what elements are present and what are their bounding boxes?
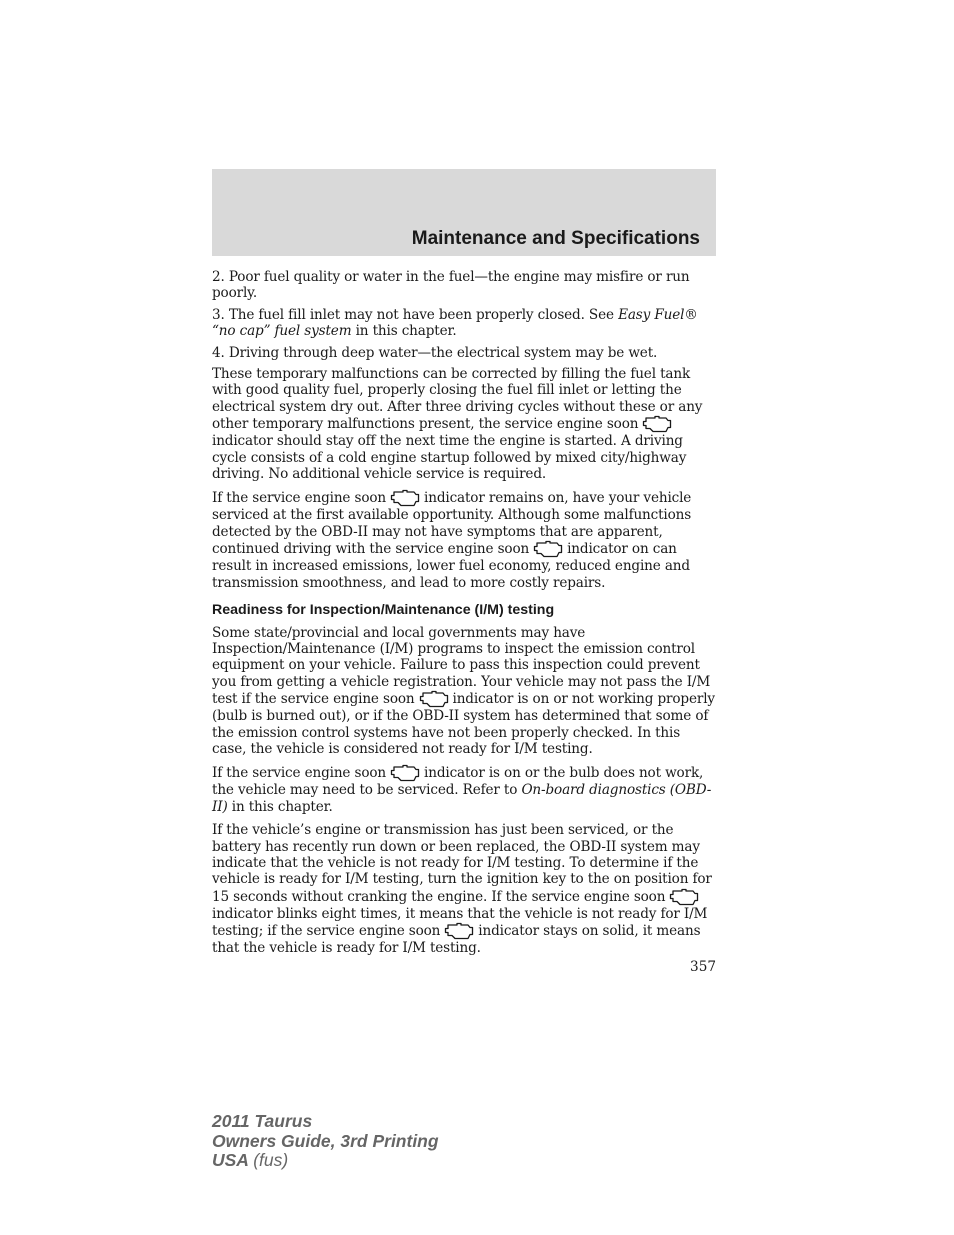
footer-region-suffix: (fus)	[253, 1150, 289, 1170]
paragraph-text: These temporary malfunctions can be corrected by filling the fuel tank with good quality fuel, properly closing the fuel fill inlet or letting the electrical system dry out. After three driving cycles without these or any other temporary malfunctions present, the service engine soon	[212, 366, 703, 433]
document-footer	[212, 1112, 439, 1171]
paragraph-deep-water	[212, 345, 716, 361]
paragraph-text: 3. The fuel fill inlet may not have been properly closed. See	[212, 306, 619, 323]
paragraph-text: If the vehicle’s engine or transmission has just been serviced, or the battery has recently run down or been replaced, the OBD-II system may indicate that the vehicle is not ready for I/M testing. To determine if the vehicle is ready for I/M testing, turn the ignition key to the on position for 15 seconds without cranking the engine. If the service engine soon	[212, 822, 712, 905]
page-number: 357	[690, 959, 716, 975]
service-engine-soon-icon	[669, 888, 699, 906]
paragraph-poor-fuel	[212, 269, 716, 302]
service-engine-soon-icon	[533, 540, 563, 558]
paragraph-text: 2. Poor fuel quality or water in the fuel—the engine may misfire or run poorly.	[212, 269, 690, 302]
service-engine-soon-icon	[390, 489, 420, 507]
paragraph-text: in this chapter.	[351, 323, 457, 340]
service-engine-soon-icon	[390, 764, 420, 782]
page-content	[212, 269, 716, 962]
cross-reference-easy-fuel: Easy Fuel® “no cap” fuel system	[212, 306, 698, 340]
cross-reference-obd-ii: On-board diagnostics (OBD-II)	[212, 782, 712, 815]
paragraph-indicator-remains-on	[212, 489, 716, 591]
service-engine-soon-icon	[444, 922, 474, 940]
paragraph-text: indicator blinks eight times, it means that the vehicle is not ready for I/M testing; if the service engine soon	[212, 905, 708, 940]
paragraph-im-programs	[212, 625, 716, 758]
paragraph-readiness-check	[212, 822, 716, 956]
paragraph-text: in this chapter.	[227, 798, 333, 815]
paragraph-text: If the service engine soon	[212, 765, 387, 782]
paragraph-text: indicator stays on solid, it means that the vehicle is ready for I/M testing.	[212, 923, 701, 957]
paragraph-text: 4. Driving through deep water—the electrical system may be wet.	[212, 344, 658, 361]
paragraph-text: Some state/provincial and local governments may have Inspection/Maintenance (I/M) programs to inspect the emission control equipment on your vehicle. Failure to pass this inspection could prevent you from getting a vehicle registration. Your vehicle may not pass the I/M test if the service engine soon	[212, 624, 711, 708]
paragraph-temporary-malfunctions	[212, 366, 716, 482]
paragraph-text: indicator is on or not working properly (bulb is burned out), or if the OBD-II system has determined that some of the emission control systems have not been properly checked. In this case, the vehicle is considered not ready for I/M testing.	[212, 691, 715, 757]
paragraph-text: indicator on can result in increased emissions, lower fuel economy, reduced engine and transmission smoothness, and lead to more costly repairs.	[212, 541, 690, 591]
footer-region	[212, 1151, 439, 1171]
paragraph-text: If the service engine soon	[212, 490, 387, 507]
paragraph-fuel-fill-inlet	[212, 307, 716, 340]
paragraph-text: indicator is on or the bulb does not work, the vehicle may need to be serviced. Refer to	[212, 765, 704, 799]
footer-printing: Owners Guide, 3rd Printing	[212, 1130, 439, 1151]
section-header-band	[212, 169, 716, 256]
paragraph-text: indicator should stay off the next time the engine is started. A driving cycle consists of a cold engine startup followed by mixed city/highway driving. No additional vehicle service is required.	[212, 433, 687, 483]
paragraph-text: indicator remains on, have your vehicle serviced at the first available opportunity. Although some malfunctions detected by the OBD-II may not have symptoms that are apparent, continued driving with the service engine soon	[212, 490, 692, 558]
service-engine-soon-icon	[642, 415, 672, 433]
service-engine-soon-icon	[419, 690, 449, 708]
section-heading-im-testing: Readiness for Inspection/Maintenance (I/M) testing	[212, 602, 555, 619]
paragraph-indicator-bulb	[212, 764, 716, 815]
section-title: Maintenance and Specifications	[411, 228, 700, 249]
footer-region-code: USA	[212, 1150, 249, 1170]
footer-model-year: 2011 Taurus	[212, 1111, 313, 1131]
